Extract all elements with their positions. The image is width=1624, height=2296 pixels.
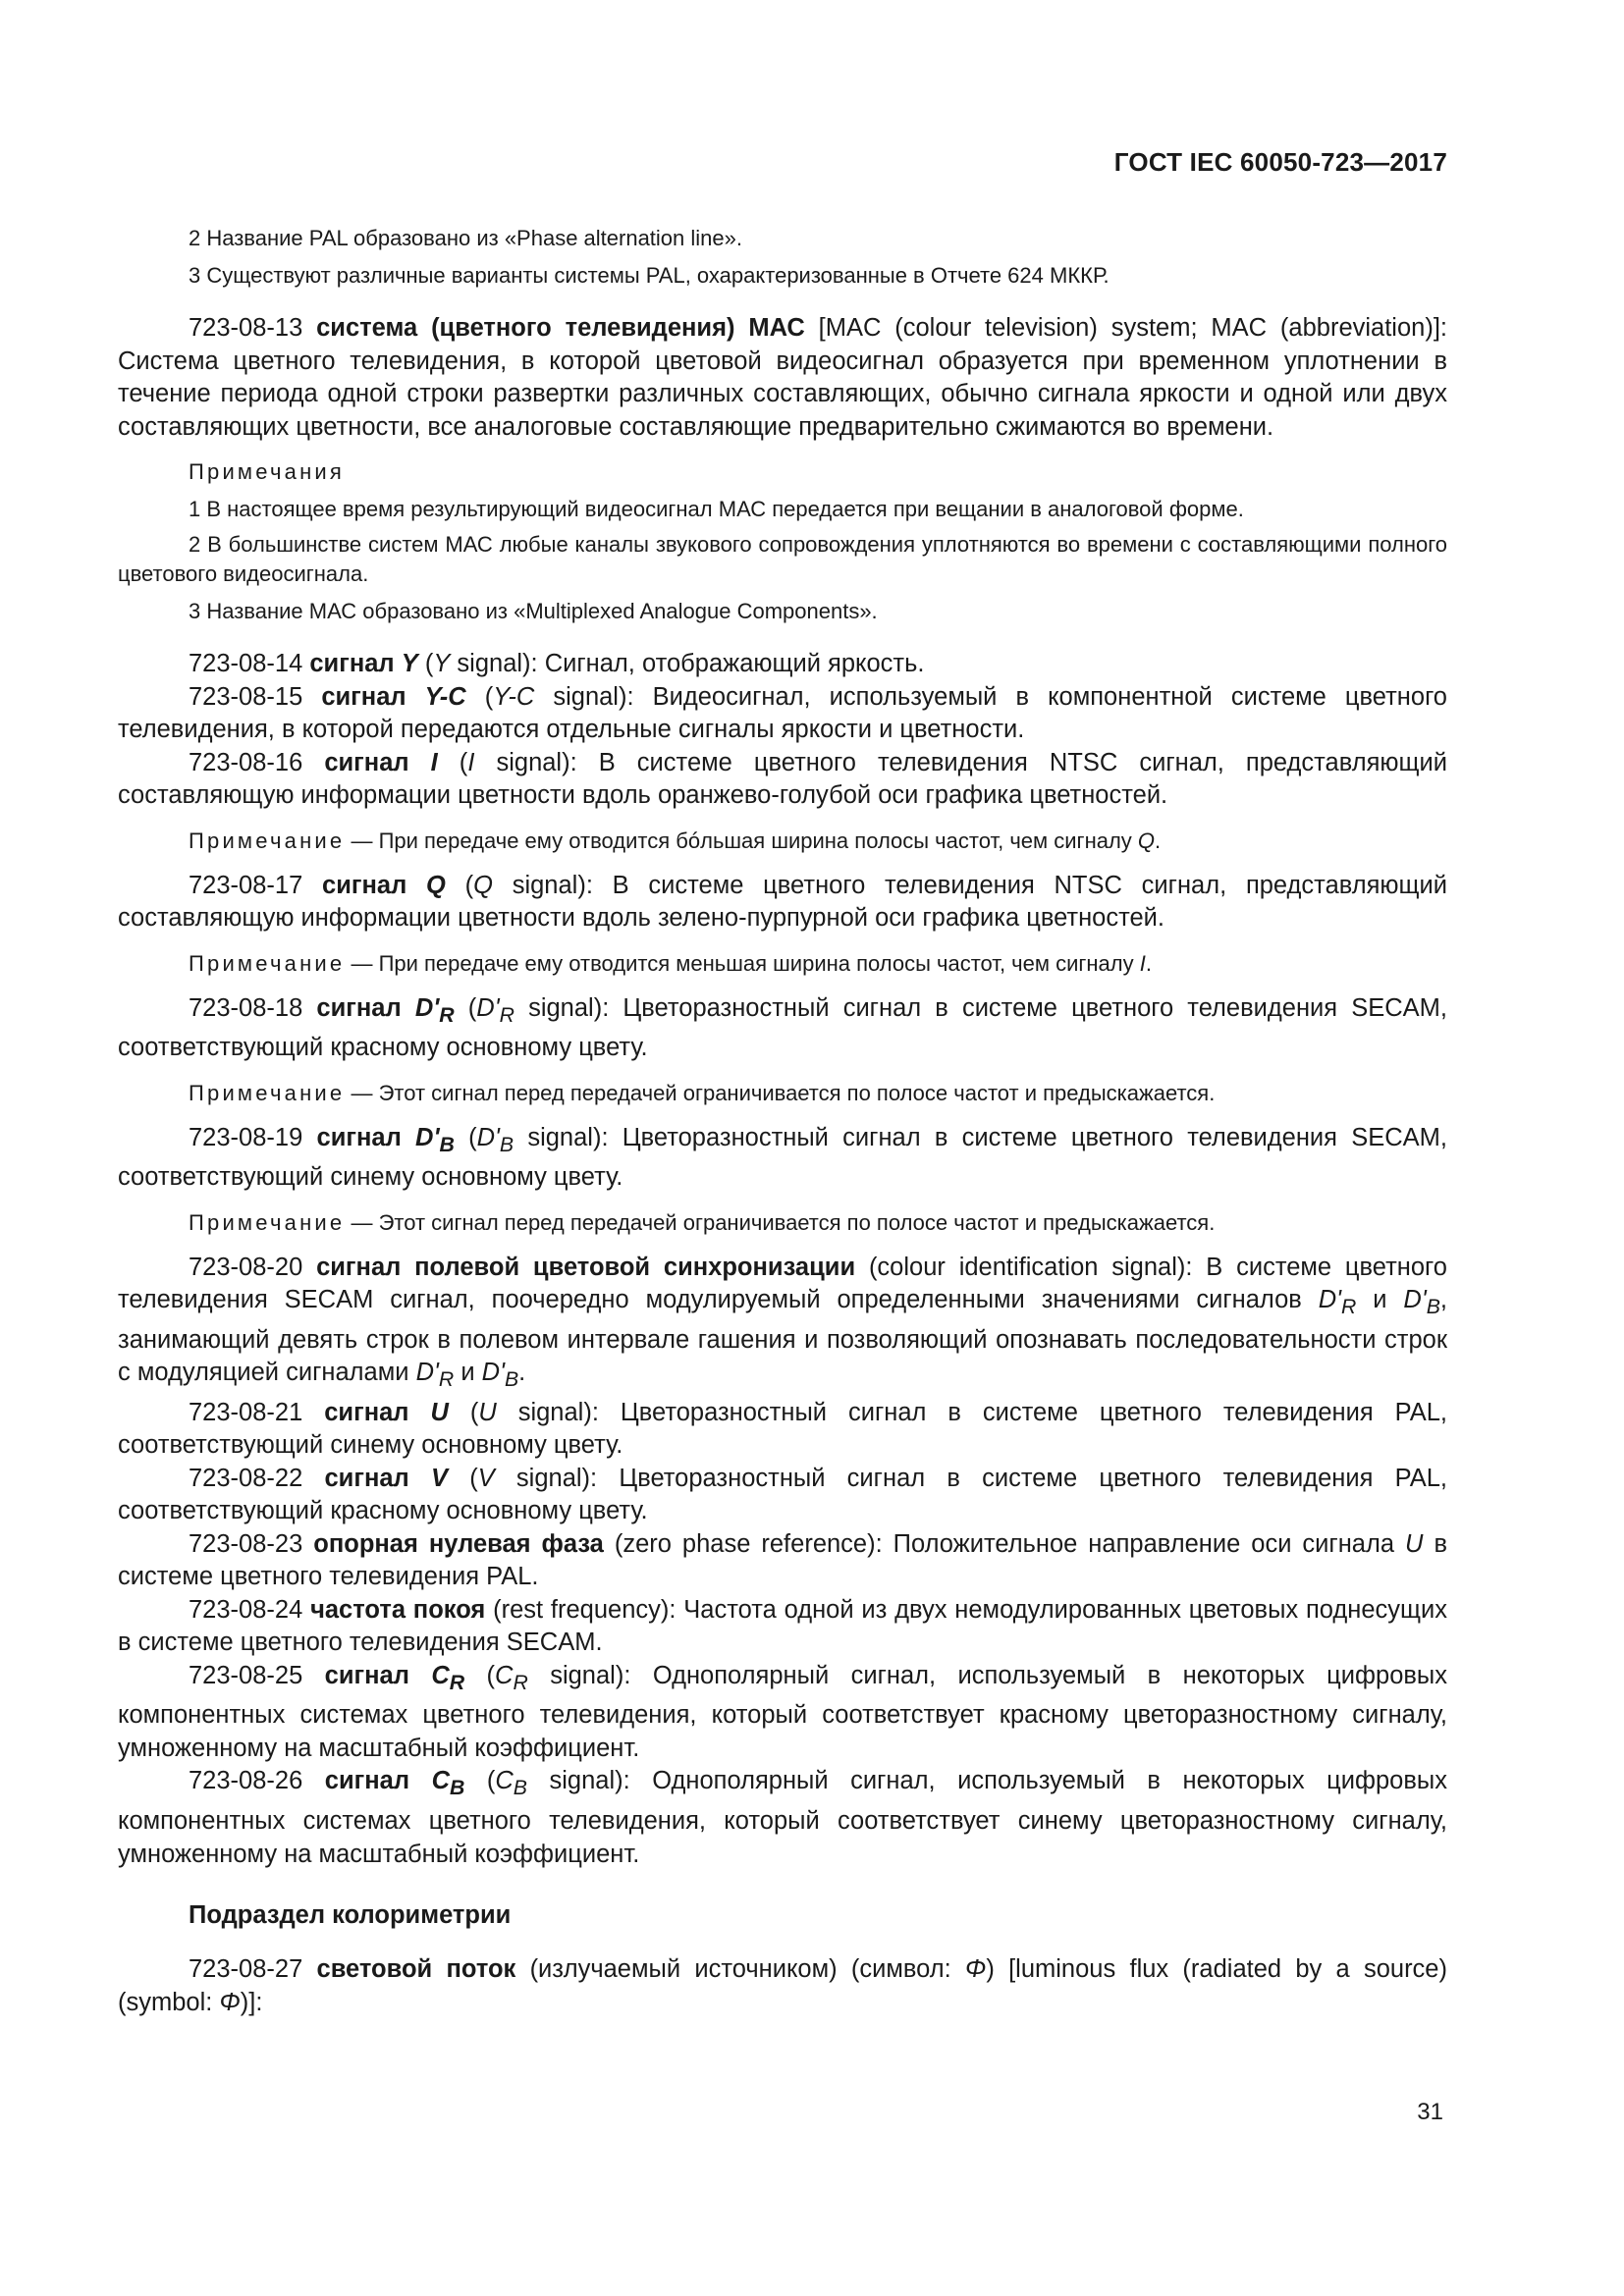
entry-723-08-19: 723-08-19 сигнал $D'_B$ ($D'_B$ signal): Цветоразностный сигнал в системе цветного телевидения SECAM, соответствующий синему основному цвету. — [118, 1123, 1447, 1192]
entry-723-08-14: 723-08-14 сигнал Y (Y signal): Сигнал, отображающий яркость. — [189, 650, 925, 677]
entry-723-08-27: 723-08-27 световой поток (излучаемый источником) (символ: Φ) [luminous flux (radiated by a source) (symbol: Φ)]: — [118, 1955, 1447, 2016]
entry-723-08-20: 723-08-20 сигнал полевой цветовой синхронизации (colour identification signal): В системе цветного телевидения SECAM сигнал, поочередно модулируемый определенными значениями сигналов $D'_R$ и $D'_B$, занимающий девять строк в полевом интервале гашения и позволяющий опознавать последовательности строк с модуляцией сигналами $D'_R$ и $D'_B$. — [118, 1253, 1447, 1392]
entry-723-08-22: 723-08-22 сигнал V (V signal): Цветоразностный сигнал в системе цветного телевидения PAL, соответствующий красному основному цвету. — [118, 1464, 1447, 1525]
subsection-heading: Подраздел колориметрии — [189, 1901, 512, 1930]
entry-723-08-15: 723-08-15 сигнал Y-C (Y-C signal): Видеосигнал, используемый в компонентной системе цветного телевидения, в которой передаются отдельные сигналы яркости и цветности. — [118, 682, 1447, 743]
entry-723-08-23: 723-08-23 опорная нулевая фаза (zero phase reference): Положительное направление оси сигнала U в системе цветного телевидения PAL. — [118, 1529, 1447, 1591]
note-723-08-18: Примечание — Этот сигнал перед передачей ограничивается по полосе частот и предыскажается. — [189, 1080, 1216, 1105]
entry-723-08-17: 723-08-17 сигнал Q (Q signal): В системе цветного телевидения NTSC сигнал, представляющий составляющую информации цветности вдоль зелено-пурпурной оси графика цветностей. — [118, 871, 1448, 932]
entry-723-08-24: 723-08-24 частота покоя (rest frequency): Частота одной из двух немодулированных цветовых поднесущих в системе цветного телевидения SECAM. — [118, 1595, 1447, 1657]
note-mac-1: 1 В настоящее время результирующий видеосигнал МАС передается при вещании в аналоговой форме. — [189, 497, 1244, 521]
note-723-08-17: Примечание — При передаче ему отводится меньшая ширина полосы частот, чем сигналу I. — [189, 950, 1152, 976]
entry-723-08-13: 723-08-13 система (цветного телевидения) МАС [MAC (colour television) system; MAC (abbreviation)]: Система цветного телевидения, в которой цветовой видеосигнал образуется при временном уплотнении в течение периода одной строки развертки различных составляющих, обычно сигнала яркости и одной или двух составляющих цветности, все аналоговые составляющие предварительно сжимаются во времени. — [118, 314, 1447, 441]
notes-label: Примечания — [189, 459, 346, 484]
note-pal-3: 3 Существуют различные варианты системы PAL, охарактеризованные в Отчете 624 МККР. — [189, 263, 1110, 288]
page-number: 31 — [1417, 2099, 1443, 2125]
entry-723-08-25: 723-08-25 сигнал $C_R$ ($C_R$ signal): Однополярный сигнал, используемый в некоторых цифровых компонентных системах цветного телевидения, который соответствует красному цветоразностному сигналу, умноженному на масштабный коэффициент. — [118, 1661, 1447, 1762]
note-mac-2: 2 В большинстве систем МАС любые каналы звукового сопровождения уплотняются во времени с составляющими полного цветового видеосигнала. — [118, 532, 1447, 586]
note-723-08-19: Примечание — Этот сигнал перед передачей ограничивается по полосе частот и предыскажается. — [189, 1209, 1216, 1235]
entry-723-08-21: 723-08-21 сигнал U (U signal): Цветоразностный сигнал в системе цветного телевидения PAL, соответствующий синему основному цвету. — [118, 1398, 1447, 1460]
note-723-08-16: Примечание — При передаче ему отводится бóльшая ширина полосы частот, чем сигналу Q. — [189, 828, 1162, 853]
entry-723-08-16: 723-08-16 сигнал I (I signal): В системе цветного телевидения NTSC сигнал, представляющий составляющую информации цветности вдоль оранжево-голубой оси графика цветностей. — [118, 748, 1447, 809]
page-content — [118, 224, 1447, 2019]
document-code-header: ГОСТ IEC 60050-723—2017 — [1113, 147, 1447, 177]
entry-723-08-18: 723-08-18 сигнал $D'_R$ ($D'_R$ signal): Цветоразностный сигнал в системе цветного телевидения SECAM, соответствующий красному основному цвету. — [118, 993, 1447, 1062]
note-pal-2: 2 Название PAL образовано из «Phase alternation line». — [189, 226, 742, 250]
entry-723-08-26: 723-08-26 сигнал $C_B$ ($C_B$ signal): Однополярный сигнал, используемый в некоторых цифровых компонентных системах цветного телевидения, который соответствует синему цветоразностному сигналу, умноженному на масштабный коэффициент. — [118, 1767, 1447, 1868]
note-mac-3: 3 Название МАС образовано из «Multiplexed Analogue Components». — [189, 599, 878, 623]
